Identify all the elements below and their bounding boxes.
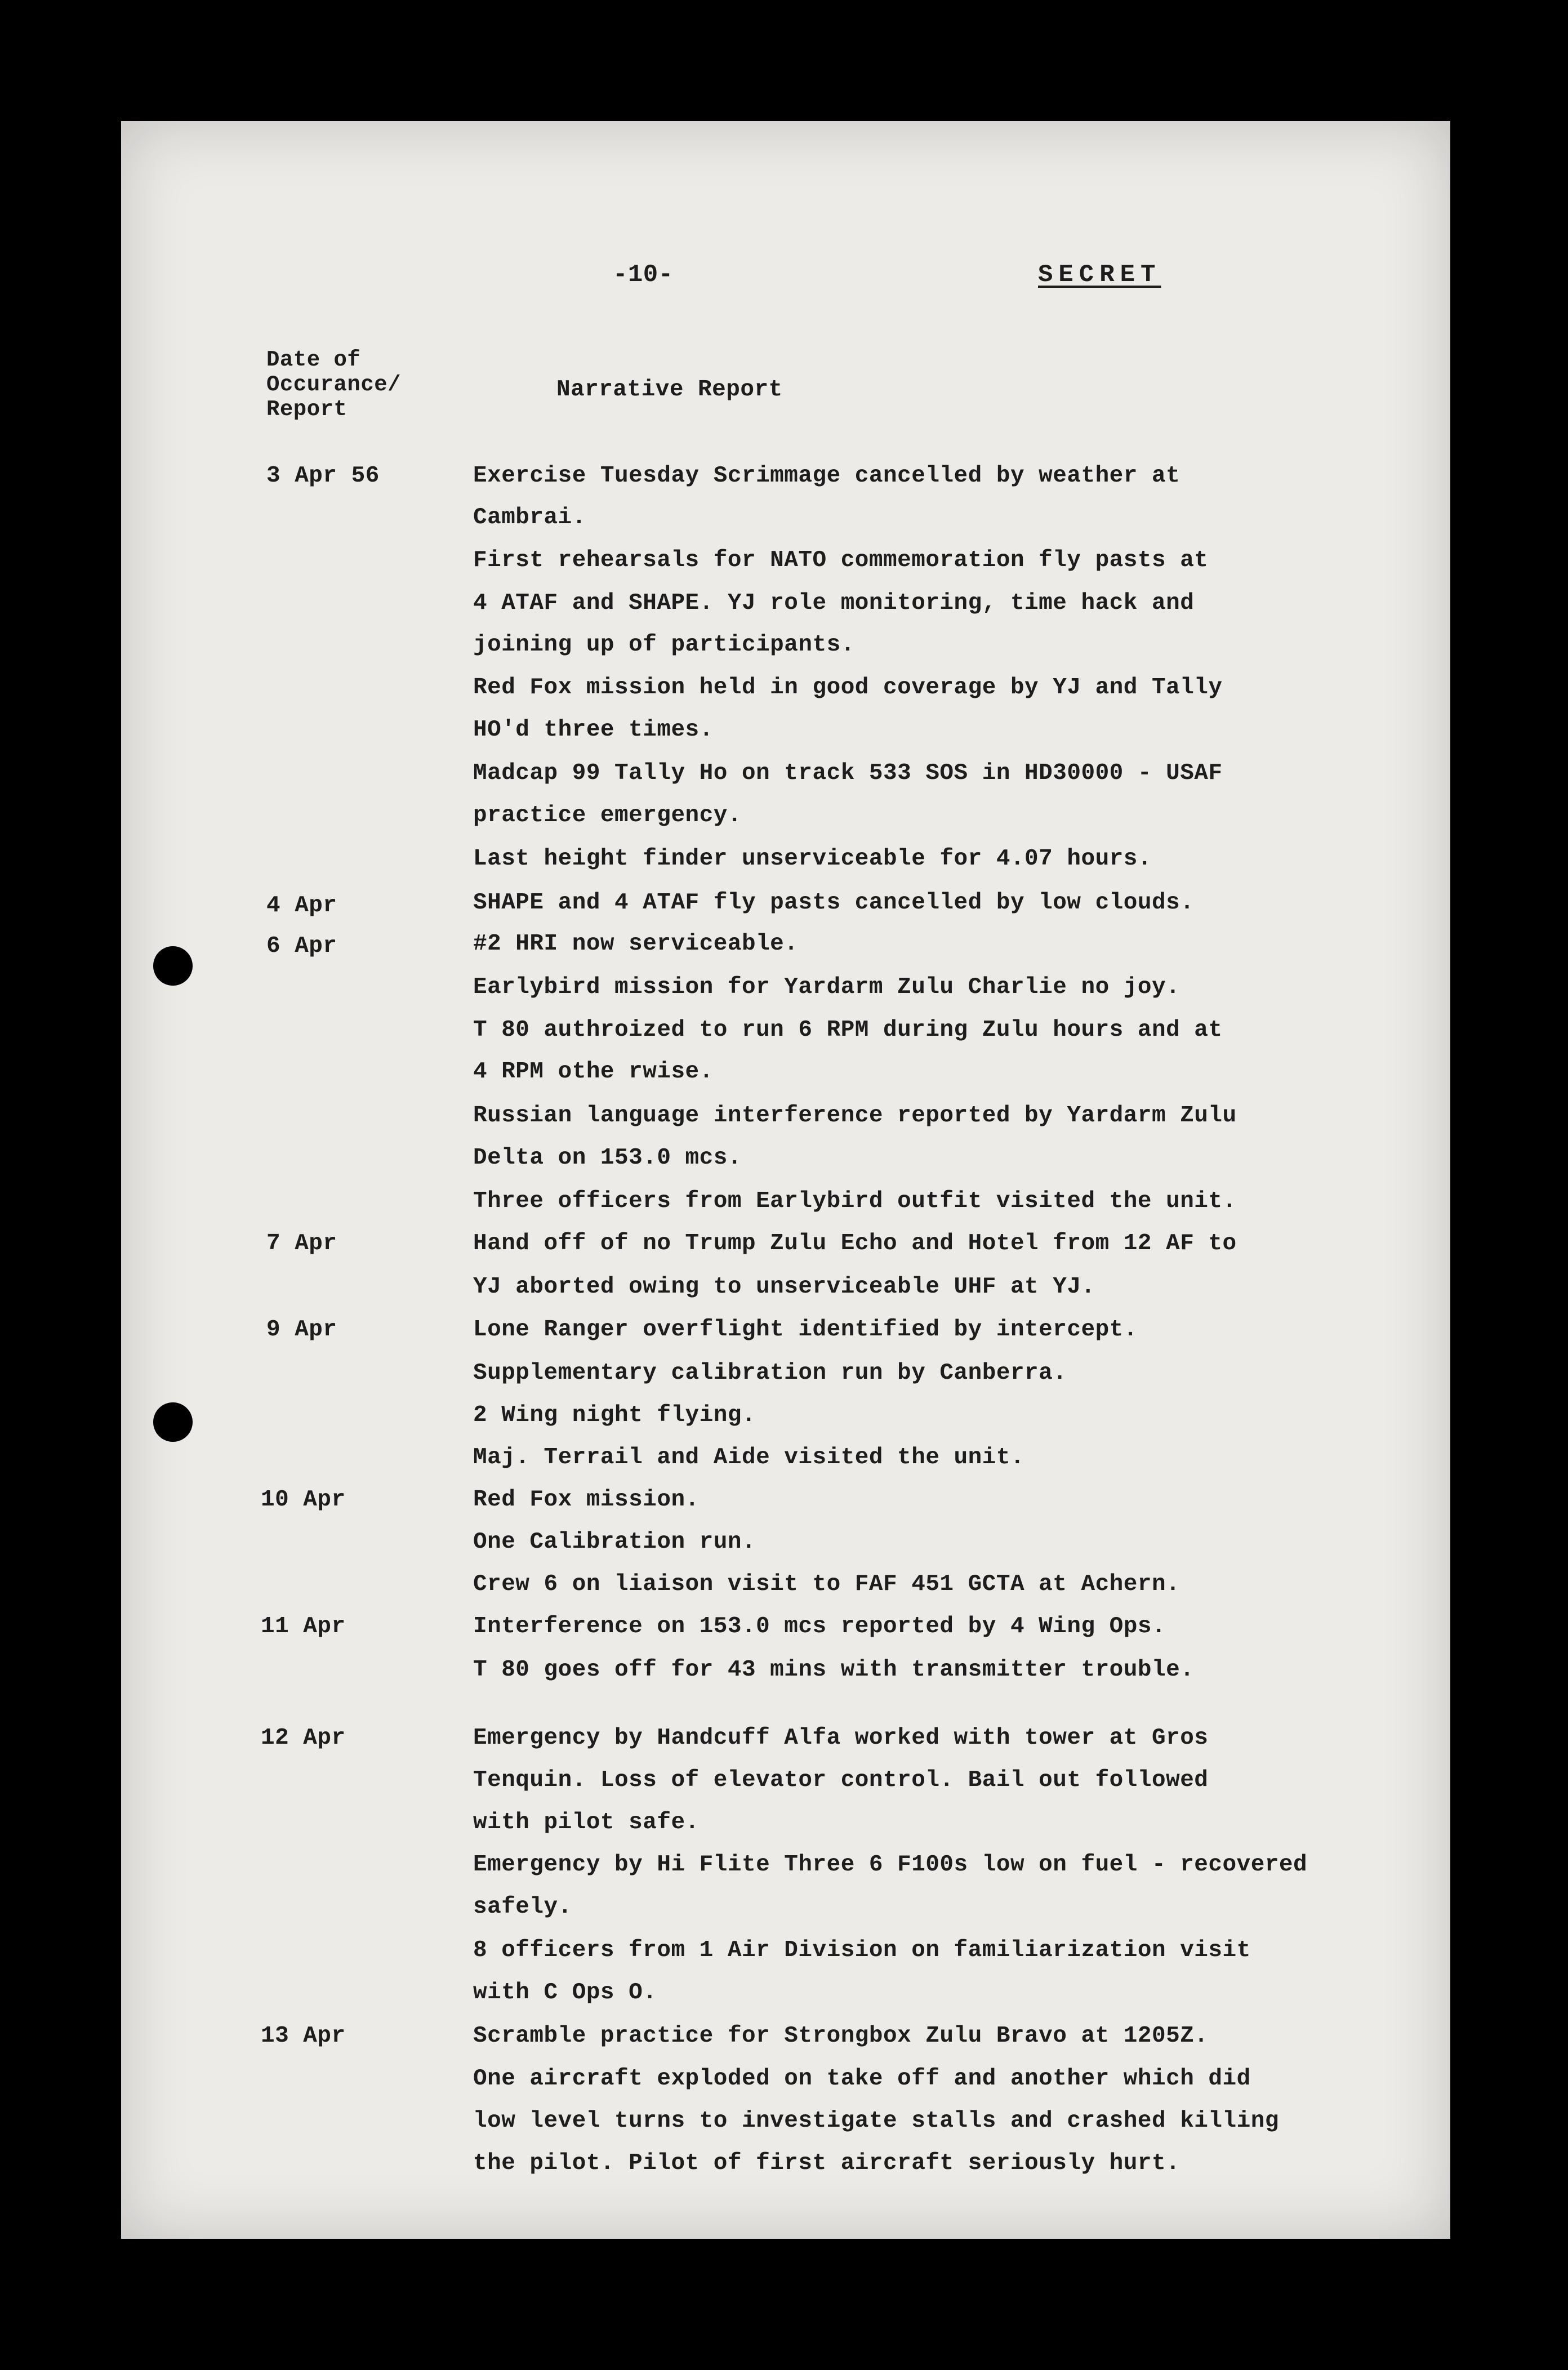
narrative-line: YJ aborted owing to unserviceable UHF at YJ.	[473, 1274, 1095, 1300]
narrative-line: 2 Wing night flying.	[473, 1402, 756, 1428]
date-entry: 4 Apr	[266, 893, 337, 919]
narrative-line: 4 RPM othe rwise.	[473, 1059, 714, 1085]
narrative-line: First rehearsals for NATO commemoration fly pasts at	[473, 547, 1209, 573]
narrative-line: Cambrai.	[473, 505, 586, 531]
date-entry: 13 Apr	[261, 2023, 346, 2049]
narrative-line: Three officers from Earlybird outfit visited the unit.	[473, 1188, 1237, 1214]
narrative-line: 8 officers from 1 Air Division on familiarization visit	[473, 1937, 1251, 1963]
narrative-line: Exercise Tuesday Scrimmage cancelled by weather at	[473, 463, 1181, 489]
narrative-column-heading: Narrative Report	[556, 377, 783, 403]
narrative-line: Supplementary calibration run by Canberra.	[473, 1360, 1067, 1386]
narrative-line: Scramble practice for Strongbox Zulu Bravo at 1205Z.	[473, 2023, 1209, 2049]
date-entry: 12 Apr	[261, 1725, 346, 1751]
narrative-line: Interference on 153.0 mcs reported by 4 Wing Ops.	[473, 1614, 1166, 1640]
narrative-line: Tenquin. Loss of elevator control. Bail out followed	[473, 1767, 1209, 1793]
narrative-line: low level turns to investigate stalls and crashed killing	[473, 2108, 1279, 2134]
narrative-line: Earlybird mission for Yardarm Zulu Charlie no joy.	[473, 974, 1181, 1000]
narrative-line: Maj. Terrail and Aide visited the unit.	[473, 1445, 1025, 1471]
narrative-line: Crew 6 on liaison visit to FAF 451 GCTA at Achern.	[473, 1571, 1181, 1597]
narrative-line: Emergency by Handcuff Alfa worked with tower at Gros	[473, 1725, 1209, 1751]
date-entry: 6 Apr	[266, 933, 337, 959]
narrative-line: practice emergency.	[473, 803, 742, 828]
binder-hole	[153, 946, 193, 986]
narrative-line: Emergency by Hi Flite Three 6 F100s low on fuel - recovered	[473, 1852, 1308, 1878]
date-entry: 7 Apr	[266, 1231, 337, 1257]
narrative-line: Last height finder unserviceable for 4.07 hours.	[473, 846, 1152, 872]
narrative-line: One aircraft exploded on take off and another which did	[473, 2066, 1251, 2092]
narrative-line: HO'd three times.	[473, 717, 714, 743]
date-entry: 9 Apr	[266, 1317, 337, 1343]
date-entry: 10 Apr	[261, 1487, 346, 1513]
narrative-line: Madcap 99 Tally Ho on track 533 SOS in HD30000 - USAF	[473, 760, 1223, 786]
binder-hole	[153, 1402, 193, 1442]
narrative-line: Hand off of no Trump Zulu Echo and Hotel from 12 AF to	[473, 1231, 1237, 1257]
classification-marking: SECRET	[1038, 261, 1161, 289]
narrative-line: with C Ops O.	[473, 1980, 657, 2006]
date-entry: 11 Apr	[261, 1614, 346, 1640]
narrative-line: with pilot safe.	[473, 1810, 700, 1836]
narrative-line: safely.	[473, 1894, 572, 1920]
narrative-line: Red Fox mission.	[473, 1487, 700, 1513]
page-number: -10-	[613, 261, 674, 289]
narrative-line: Delta on 153.0 mcs.	[473, 1145, 742, 1171]
date-column-heading: Date of Occurance/ Report	[266, 348, 402, 422]
narrative-line: the pilot. Pilot of first aircraft seriously hurt.	[473, 2150, 1181, 2176]
narrative-line: Red Fox mission held in good coverage by YJ and Tally	[473, 675, 1223, 701]
narrative-line: 4 ATAF and SHAPE. YJ role monitoring, time hack and	[473, 590, 1195, 616]
narrative-line: #2 HRI now serviceable.	[473, 931, 799, 957]
date-entry: 3 Apr 56	[266, 463, 380, 489]
narrative-line: SHAPE and 4 ATAF fly pasts cancelled by low clouds.	[473, 890, 1195, 916]
narrative-line: joining up of participants.	[473, 632, 855, 658]
narrative-line: Lone Ranger overflight identified by intercept.	[473, 1317, 1138, 1343]
document-page	[121, 121, 1450, 2239]
narrative-line: Russian language interference reported by Yardarm Zulu	[473, 1103, 1237, 1129]
narrative-line: One Calibration run.	[473, 1529, 756, 1555]
narrative-line: T 80 authroized to run 6 RPM during Zulu hours and at	[473, 1017, 1223, 1043]
narrative-line: T 80 goes off for 43 mins with transmitter trouble.	[473, 1657, 1195, 1683]
